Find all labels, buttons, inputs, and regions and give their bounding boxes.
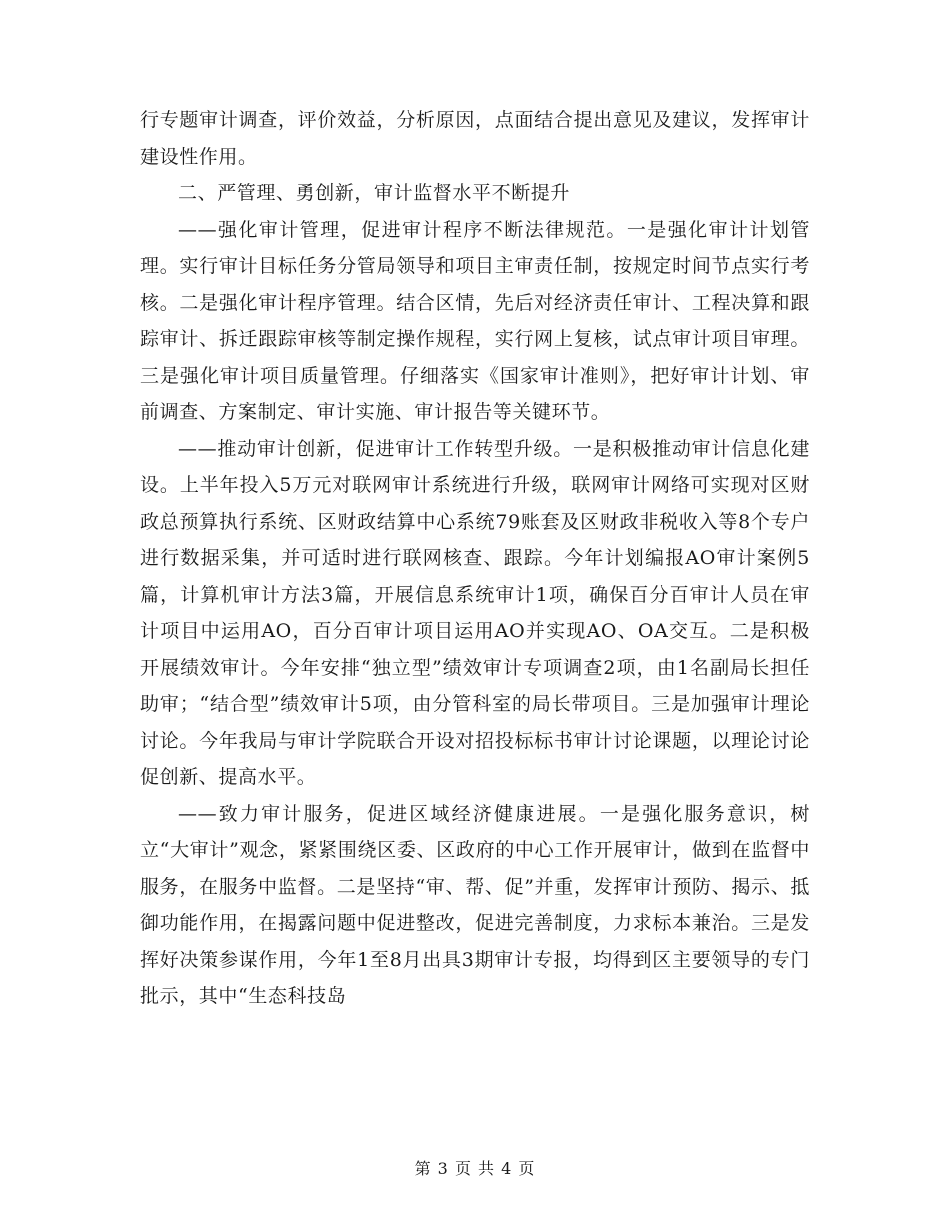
section-heading: 二、严管理、勇创新，审计监督水平不断提升 [178, 182, 571, 204]
paragraph-audit-service: ——致力审计服务，促进区域经济健康进展。一是强化服务意识，树立“大审计”观念，紧紧围绕区委、区政府的中心工作开展审计，做到在监督中服务，在服务中监督。二是坚持“审、帮、促”并重，发挥审计预防、揭示、抵御功能作用，在揭露问题中促进整改，促进完善制度，力求标本兼治。三是发挥好决策参谋作用，今年1至8月出具3期审计专报，均得到区主要领导的专门批示，其中“生态科技岛 [140, 802, 810, 1007]
paragraph-continuation: 行专题审计调查，评价效益，分析原因，点面结合提出意见及建议，发挥审计建设性作用。 [140, 109, 810, 168]
paragraph-audit-management: ——强化审计管理，促进审计程序不断法律规范。一是强化审计计划管理。实行审计目标任务分管局领导和项目主审责任制，按规定时间节点实行考核。二是强化审计程序管理。结合区情，先后对经济责任审计、工程决算和跟踪审计、拆迁跟踪审核等制定操作规程，实行网上复核，试点审计项目审理。三是强化审计项目质量管理。仔细落实《国家审计准则》，把好审计计划、审前调查、方案制定、审计实施、审计报告等关键环节。 [140, 218, 810, 423]
document-body [140, 102, 810, 1015]
page-footer: 第 3 页 共 4 页 [414, 1159, 536, 1178]
paragraph-audit-innovation: ——推动审计创新，促进审计工作转型升级。一是积极推动审计信息化建设。上半年投入5万元对联网审计系统进行升级，联网审计网络可实现对区财政总预算执行系统、区财政结算中心系统79账套及区财政非税收入等8个专户进行数据采集，并可适时进行联网核查、跟踪。今年计划编报AO审计案例5篇，计算机审计方法3篇，开展信息系统审计1项，确保百分百审计人员在审计项目中运用AO，百分百审计项目运用AO并实现AO、OA交互。二是积极开展绩效审计。今年安排“独立型”绩效审计专项调查2项，由1名副局长担任助审；“结合型”绩效审计5项，由分管科室的局长带项目。三是加强审计理论讨论。今年我局与审计学院联合开设对招投标标书审计讨论课题，以理论讨论促创新、提高水平。 [140, 437, 810, 788]
